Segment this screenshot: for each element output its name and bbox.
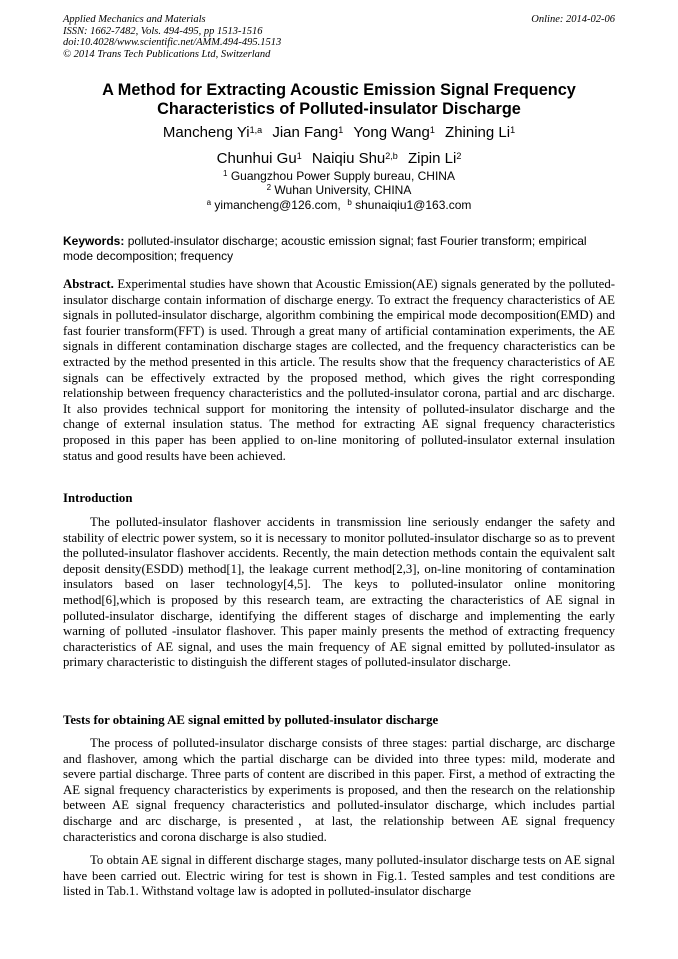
journal-name: Applied Mechanics and Materials (63, 14, 206, 25)
author: Zipin Li$^2$ (407, 150, 462, 167)
introduction-paragraph: The polluted-insulator flashover accidents in transmission line seriously endanger the safety and stability of electric power system, so it is necessary to monitor polluted-insulator discharge so as to prevent the polluted-insulator flashover accidents. Recently, the main detection methods contain the equivalent salt deposit density(ESDD) method[1], the leakage current method[2,3], on-line monitoring of contamination insulators based on laser technology[4,5]. The keys to polluted-insulator online monitoring method[6],which is proposed by this research team, are extracting the characteristics of AE signal in polluted-insulator discharge, identifying the different stages of discharge and implementing the early warning of polluted -insulator flashover. This paper mainly presents the method of extracting frequency characteristics of AE signal, and uses the main frequency of AE signal emitted by polluted-insulator as primary characteristic to distinguish the different stages of polluted-insulator discharge. (63, 515, 615, 670)
author-list-line-1 (63, 123, 615, 143)
abstract-text: Experimental studies have shown that Acoustic Emission(AE) signals generated by the polluted-insulator discharge contain information of discharge energy. To extract the frequency characteristics of AE signals in polluted-insulator discharge, algorithm combining the empirical mode decomposition(EMD) and fast fourier transform(FFT) is used. Through a great many of artificial contamination experiments, the AE signals in different contamination discharge stages are collected, and the frequency characteristics can be extracted by the method presented in this article. The results show that the frequency characteristics of AE signals can be effectively extracted by the proposed method, which gives the right corresponding relationship between frequency characteristics and the polluted-insulator corona, partial and arc discharge. It also provides technical support for monitoring the intensity of polluted-insulator discharge and the change of external insulation status. The method for extracting AE signal frequency characteristics proposed in this paper has been applied to on-line monitoring of polluted-insulator external insulation status and good results have been achieved. (63, 277, 615, 463)
author: Zhining Li$^1$ (445, 124, 516, 141)
tests-paragraph-2: To obtain AE signal in different discharge stages, many polluted-insulator discharge tests on AE signal have been carried out. Electric wiring for test is shown in Fig.1. Tested samples and test conditions are listed in Tab.1. Withstand voltage law is adopted in polluted-insulator discharge (63, 853, 615, 899)
online-date: Online: 2014-02-06 (531, 14, 615, 25)
abstract-label: Abstract. (63, 277, 114, 291)
author-emails: $^a$ yimancheng@126.com, $^b$ shunaiqiu1@163.com (206, 198, 472, 212)
keywords-label: Keywords: (63, 234, 125, 248)
journal-header (63, 14, 281, 60)
issn: ISSN: 1662-7482, Vols. 494-495, pp 1513-1516 (63, 25, 263, 37)
keywords (63, 234, 615, 264)
copyright: © 2014 Trans Tech Publications Ltd, Switzerland (63, 48, 271, 60)
author: Mancheng Yi$^{1,a}$ (162, 124, 263, 141)
paper-title (63, 81, 615, 119)
affiliation: $^2$ Wuhan University, CHINA (266, 183, 412, 197)
author-list-line-2 (63, 149, 615, 169)
introduction-heading: Introduction (63, 491, 133, 505)
title-line-2: Characteristics of Polluted-insulator Discharge (157, 100, 521, 118)
doi: doi:10.4028/www.scientific.net/AMM.494-495.1513 (63, 37, 282, 48)
tests-paragraph-1: The process of polluted-insulator discharge consists of three stages: partial discharge, arc discharge and flashover, among which the partial discharge can be divided into three types: mild, moderate and severe partial discharge. Three parts of content are discribed in this paper. First, a method of extracting the AE signal frequency characteristics by experiments is proposed, and then the research on the relationship between AE signal frequency characteristics and polluted-insulator discharge, which includes partial discharge and arc discharge, is presented，at last, the relationship between AE signal frequency characteristics and corona discharge is also studied. (63, 736, 615, 844)
author: Chunhui Gu$^1$ (216, 150, 302, 167)
abstract (63, 277, 615, 464)
title-line-1: A Method for Extracting Acoustic Emission Signal Frequency (102, 81, 576, 99)
author: Yong Wang$^1$ (353, 124, 435, 141)
author: Naiqiu Shu$^{2,b}$ (311, 150, 398, 167)
affiliation: $^1$ Guangzhou Power Supply bureau, CHINA (223, 169, 455, 183)
tests-heading: Tests for obtaining AE signal emitted by polluted-insulator discharge (63, 713, 439, 727)
author: Jian Fang$^1$ (272, 124, 344, 141)
keywords-text: polluted-insulator discharge; acoustic emission signal; fast Fourier transform; empirical mode decomposition; frequency (63, 234, 587, 263)
